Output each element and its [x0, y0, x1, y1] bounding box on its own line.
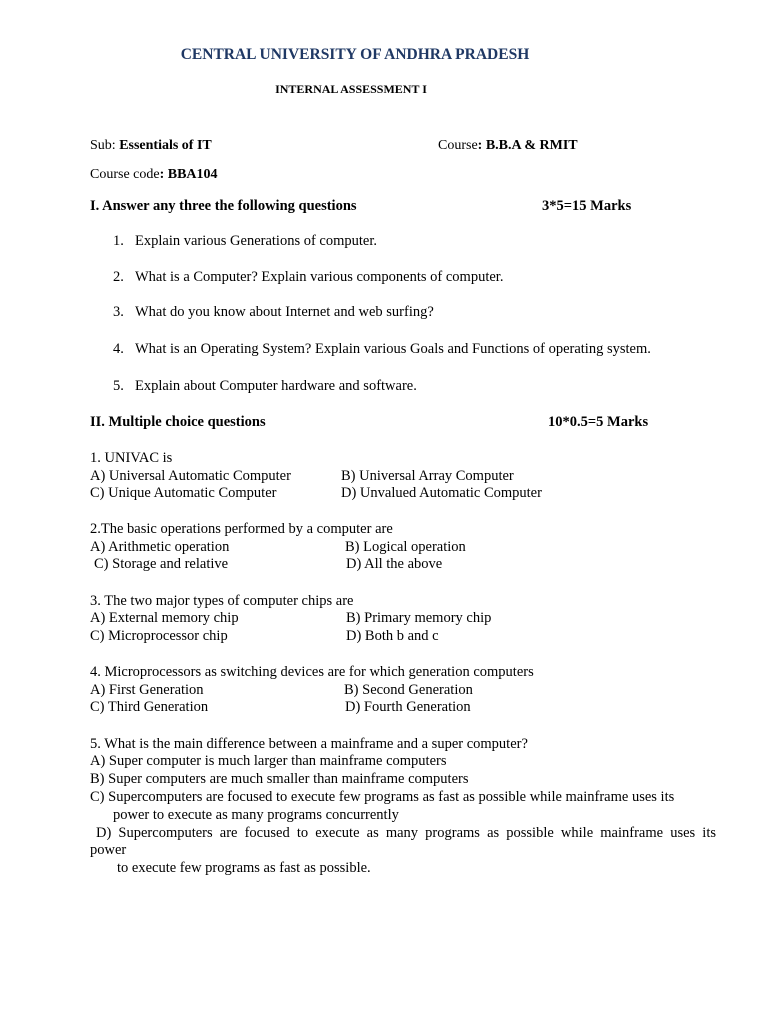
- option-b: B) Primary memory chip: [346, 610, 492, 626]
- option-b: B) Logical operation: [345, 539, 466, 555]
- subject-line: [90, 138, 212, 154]
- option-d-continuation: power: [90, 842, 127, 858]
- question-text: What is a Computer? Explain various components of computer.: [135, 269, 504, 285]
- section1-marks: 3*5=15 Marks: [542, 198, 632, 214]
- course-value: : B.B.A & RMIT: [477, 138, 578, 153]
- option-a: A) Arithmetic operation: [90, 539, 230, 555]
- subject-label: Sub:: [90, 138, 120, 153]
- question-text: What do you know about Internet and web surfing?: [135, 304, 434, 320]
- option-c: C) Storage and relative: [94, 556, 229, 572]
- option-d: D) Supercomputers are focused to execute as many programs as possible while mainframe uses its: [96, 825, 716, 841]
- option-a: A) External memory chip: [90, 610, 239, 626]
- option-a: A) Universal Automatic Computer: [90, 468, 291, 484]
- question-text: What is an Operating System? Explain various Goals and Functions of operating system.: [135, 341, 651, 357]
- course-label: Course: [438, 138, 478, 153]
- option-a: A) Super computer is much larger than mainframe computers: [90, 753, 447, 769]
- option-d: D) Unvalued Automatic Computer: [341, 485, 542, 501]
- subject-value: Essentials of IT: [119, 138, 212, 153]
- option-d: D) Fourth Generation: [345, 699, 471, 715]
- course-line: [438, 138, 578, 154]
- option-b: B) Universal Array Computer: [341, 468, 514, 484]
- option-d-continuation: to execute few programs as fast as possible.: [117, 860, 371, 876]
- option-c: C) Microprocessor chip: [90, 628, 228, 644]
- university-title: CENTRAL UNIVERSITY OF ANDHRA PRADESH: [180, 46, 530, 63]
- mcq-question: 2.The basic operations performed by a computer are: [90, 521, 393, 537]
- mcq-question: 1. UNIVAC is: [90, 450, 173, 466]
- option-d: D) All the above: [346, 556, 443, 572]
- course-code-line: [90, 167, 218, 183]
- option-a: A) First Generation: [90, 682, 204, 698]
- mcq-question: 4. Microprocessors as switching devices are for which generation computers: [90, 664, 534, 680]
- option-b: B) Second Generation: [344, 682, 473, 698]
- option-d: D) Both b and c: [346, 628, 439, 644]
- section2-marks: 10*0.5=5 Marks: [548, 414, 649, 430]
- mcq-question: 3. The two major types of computer chips are: [90, 593, 354, 609]
- option-b: B) Super computers are much smaller than mainframe computers: [90, 771, 469, 787]
- exam-title: INTERNAL ASSESSMENT I: [275, 82, 427, 96]
- option-c-continuation: power to execute as many programs concurrently: [113, 807, 399, 823]
- question-text: Explain various Generations of computer.: [135, 233, 378, 249]
- section1-heading: I. Answer any three the following questions: [90, 198, 357, 214]
- course-code-label: Course code: [90, 167, 160, 182]
- question-text: Explain about Computer hardware and software.: [135, 378, 417, 394]
- option-c: C) Unique Automatic Computer: [90, 485, 277, 501]
- mcq-question: 5. What is the main difference between a mainframe and a super computer?: [90, 736, 528, 752]
- section2-heading: II. Multiple choice questions: [90, 414, 266, 430]
- option-c: C) Supercomputers are focused to execute few programs as fast as possible while mainframe uses its: [90, 789, 675, 805]
- option-c: C) Third Generation: [90, 699, 209, 715]
- course-code-value: : BBA104: [159, 167, 218, 182]
